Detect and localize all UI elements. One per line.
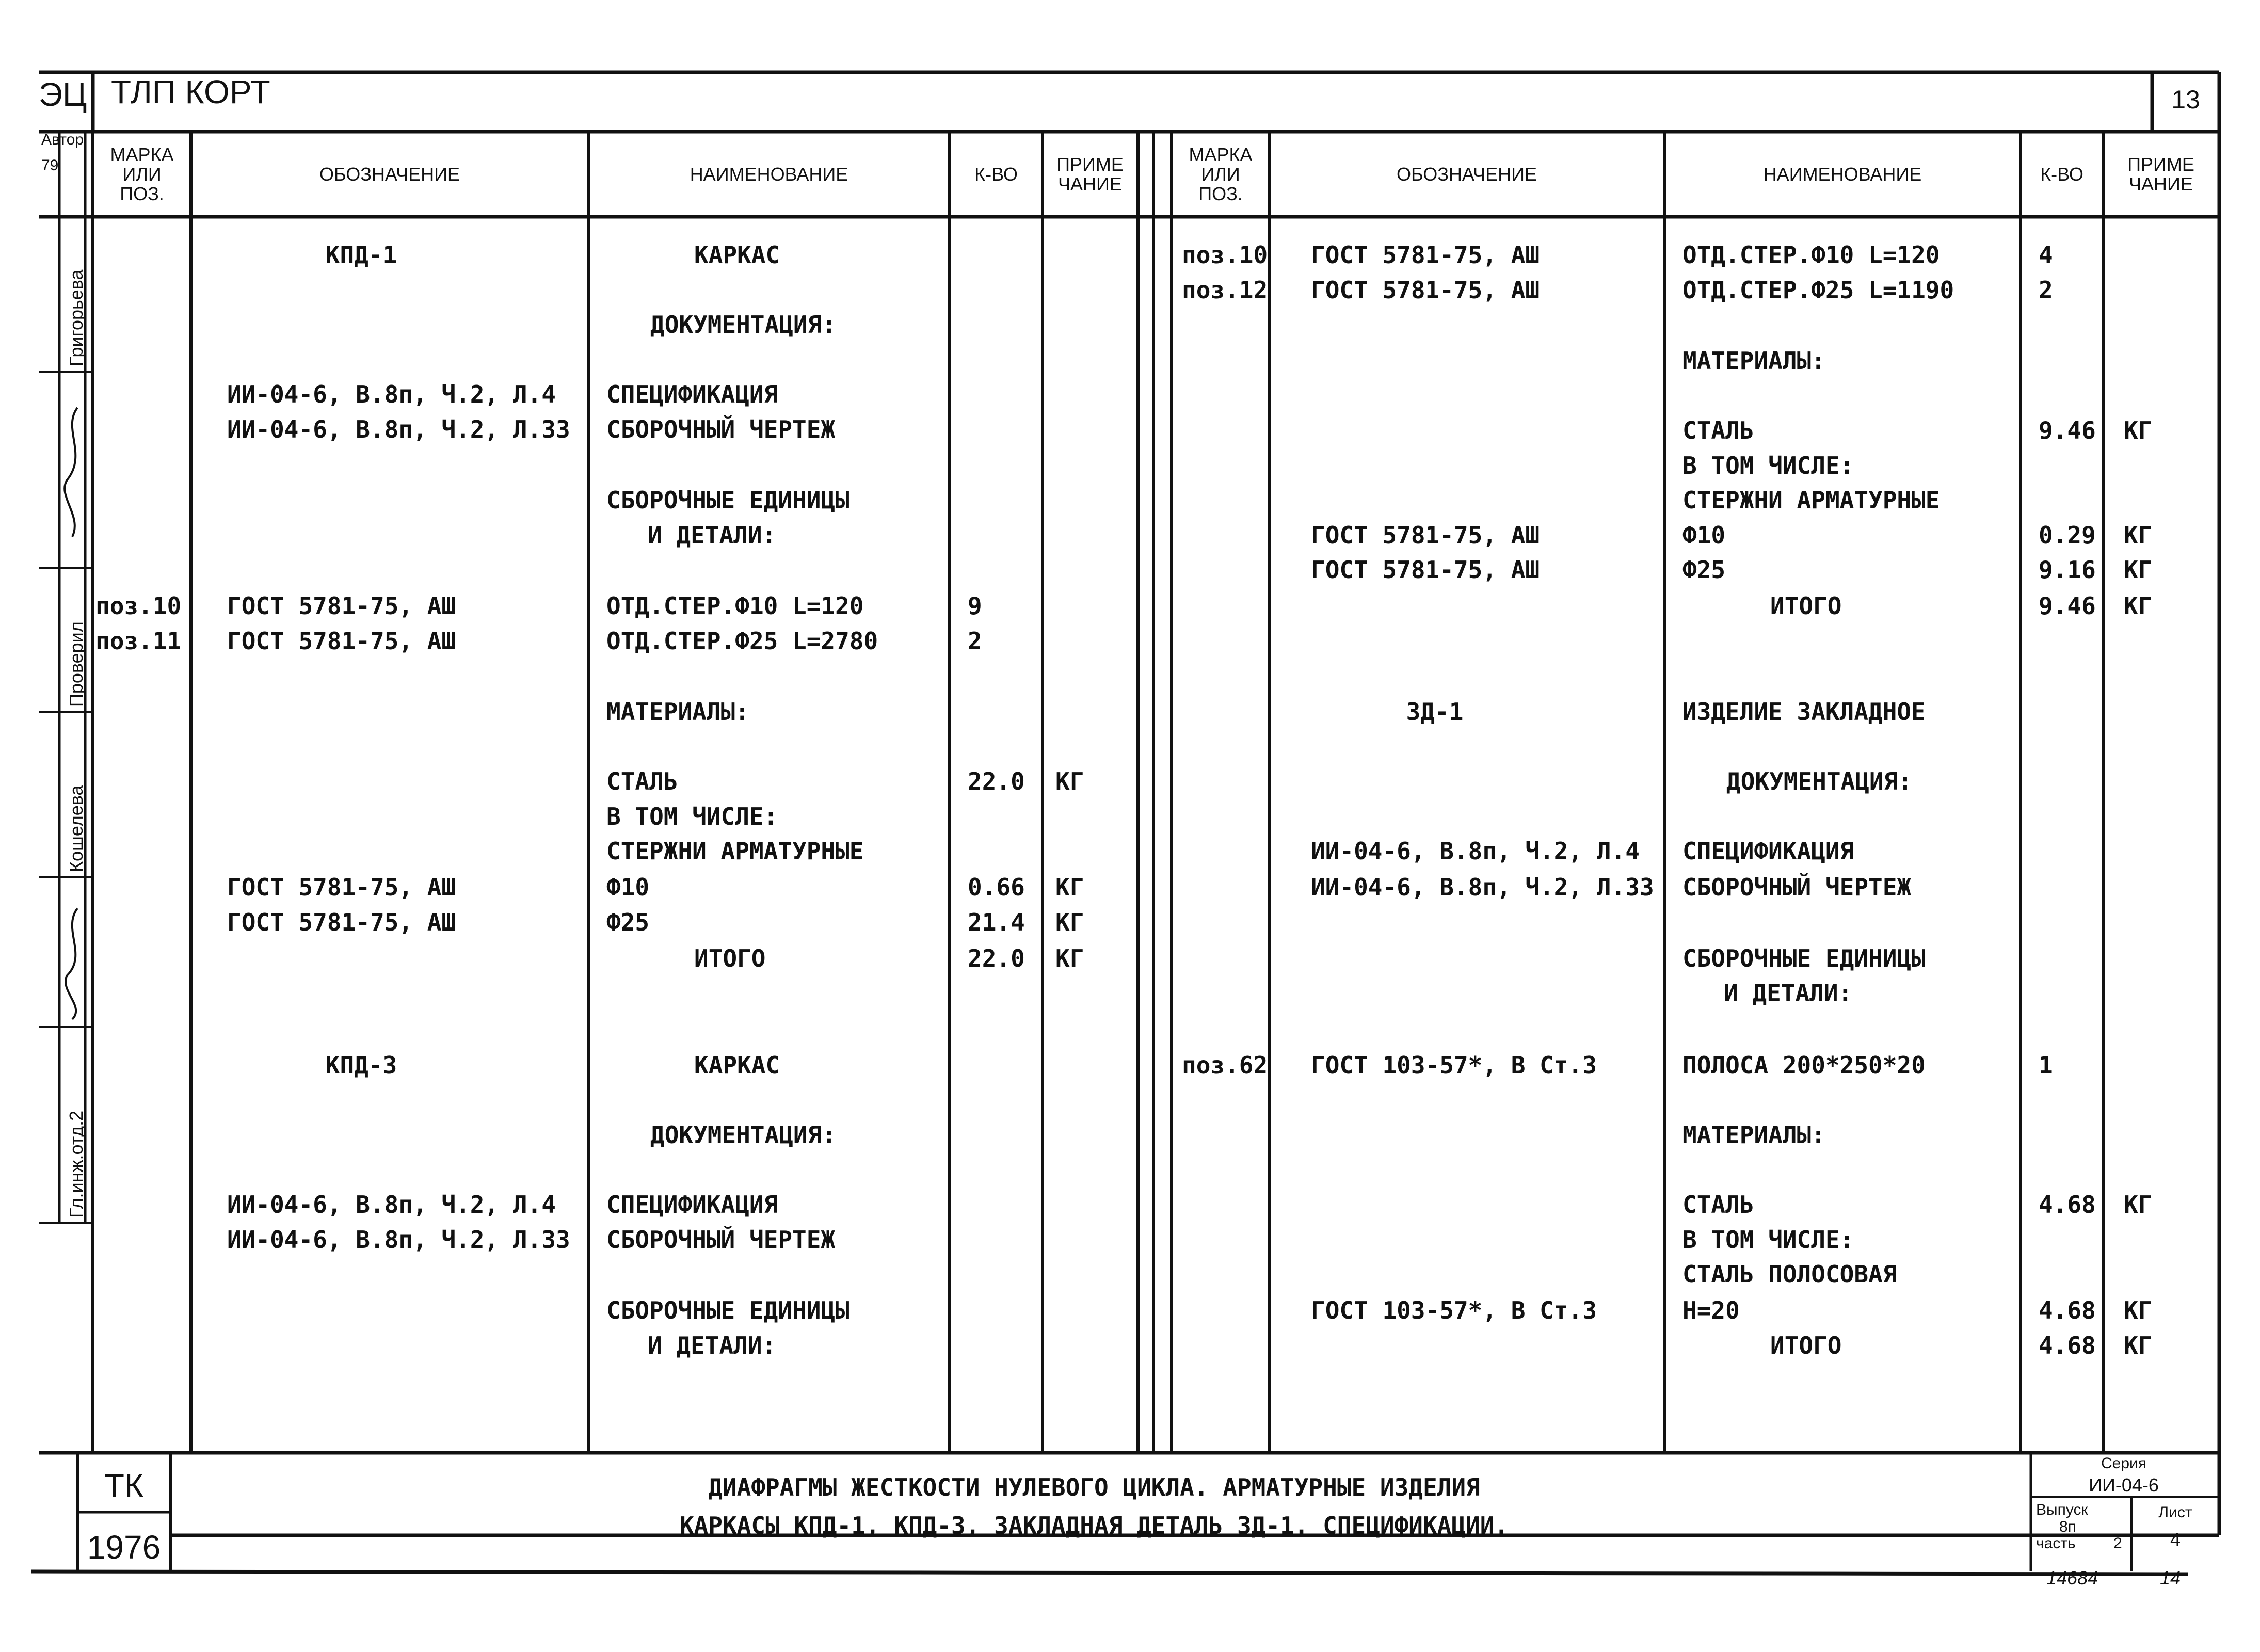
right-cell-name: СТАЛЬ <box>1682 416 1754 444</box>
left-cell-name: Ф10 <box>606 873 650 901</box>
right-table-row <box>1182 276 2053 304</box>
left-table-row <box>606 803 778 830</box>
left-table-row <box>606 837 864 865</box>
left-cell-name: СТАЛЬ <box>606 767 678 795</box>
issue-value: 8п <box>2059 1518 2076 1535</box>
left-cell-note: КГ <box>1055 944 1084 972</box>
left-table-row <box>606 698 749 726</box>
left-cell-designation: ГОСТ 5781-75, АШ <box>227 873 456 901</box>
left-cell-name: Ф25 <box>606 908 650 936</box>
left-cell-name: ОТД.СТЕР.Ф25 L=2780 <box>606 627 878 655</box>
right-header-name: НАИМЕНОВАНИЕ <box>1763 164 1922 185</box>
archive-number: 14684 <box>2046 1567 2098 1589</box>
left-cell-name: СПЕЦИФИКАЦИЯ <box>606 1191 778 1218</box>
left-table-row <box>694 944 1084 972</box>
page-mark: 14 <box>2160 1567 2181 1589</box>
left-cell-designation: ГОСТ 5781-75, АШ <box>227 592 456 620</box>
header-title: ТЛП КОРТ <box>111 73 270 110</box>
right-table-row <box>1311 521 2152 549</box>
right-table-row <box>1682 1191 2152 1218</box>
right-cell-name: СТЕРЖНИ АРМАТУРНЫЕ <box>1682 486 1940 514</box>
right-cell-qty: 1 <box>2039 1051 2053 1079</box>
left-cell-name: ОТД.СТЕР.Ф10 L=120 <box>606 592 864 620</box>
left-table-row <box>650 1121 836 1149</box>
left-cell-name: КАРКАС <box>694 1051 780 1079</box>
right-cell-name: СБОРОЧНЫЕ ЕДИНИЦЫ <box>1682 944 1926 972</box>
right-cell-qty: 0.29 <box>2039 521 2096 549</box>
left-cell-name: КАРКАС <box>694 241 780 269</box>
left-cell-mark: поз.10 <box>95 592 182 620</box>
right-cell-qty: 2 <box>2039 276 2053 304</box>
left-cell-name: МАТЕРИАЛЫ: <box>606 698 749 726</box>
signature-2 <box>66 908 77 1019</box>
right-cell-name: МАТЕРИАЛЫ: <box>1682 1121 1825 1149</box>
left-cell-designation: ИИ-04-6, В.8п, Ч.2, Л.33 <box>227 1226 570 1254</box>
left-table-row <box>95 592 982 620</box>
left-cell-name: И ДЕТАЛИ: <box>648 1332 777 1359</box>
right-cell-designation: ИИ-04-6, В.8п, Ч.2, Л.4 <box>1311 837 1640 865</box>
left-cell-designation: КПД-1 <box>325 241 397 269</box>
right-cell-name: МАТЕРИАЛЫ: <box>1682 347 1825 375</box>
left-table-row <box>606 486 849 514</box>
left-table-row <box>648 521 776 549</box>
left-table-row <box>227 1226 835 1254</box>
left-cell-note: КГ <box>1055 873 1084 901</box>
stamp-field-grigorieva: Григорьева <box>66 269 87 366</box>
stamp-field-kosheleva: Кошелева <box>66 785 87 872</box>
left-header-note: ПРИМЕ ЧАНИЕ <box>1056 154 1124 195</box>
left-table-row <box>648 1332 776 1359</box>
right-header-mark: МАРКА ИЛИ ПОЗ. <box>1189 144 1253 204</box>
stamp-field-checked: Проверил <box>66 621 87 707</box>
right-cell-name: ИЗДЕЛИЕ ЗАКЛАДНОЕ <box>1682 698 1926 726</box>
right-cell-designation: ГОСТ 103-57*, В Ст.3 <box>1311 1296 1597 1324</box>
right-header-note: ПРИМЕ ЧАНИЕ <box>2127 154 2194 195</box>
right-cell-designation: ГОСТ 5781-75, АШ <box>1311 276 1540 304</box>
part-value: 2 <box>2113 1535 2122 1552</box>
right-table-row <box>1311 556 2152 584</box>
left-cell-qty: 21.4 <box>968 908 1025 936</box>
right-table-row <box>1311 837 1854 865</box>
right-cell-qty: 9.16 <box>2039 556 2096 584</box>
right-table-row <box>1770 592 2152 620</box>
stamp-field-chief-engineer: Гл.инж.отд.2 <box>66 1110 87 1218</box>
side-stamp <box>39 131 93 1223</box>
left-cell-note: КГ <box>1055 767 1084 795</box>
table-body <box>95 241 2152 1359</box>
series-value: ИИ-04-6 <box>2089 1474 2159 1496</box>
right-cell-qty: 4.68 <box>2039 1191 2096 1218</box>
right-cell-name: ИТОГО <box>1770 1332 1842 1359</box>
right-cell-qty: 4.68 <box>2039 1296 2096 1324</box>
right-cell-designation: ИИ-04-6, В.8п, Ч.2, Л.33 <box>1311 873 1654 901</box>
left-cell-note: КГ <box>1055 908 1084 936</box>
right-cell-designation: ГОСТ 5781-75, АШ <box>1311 556 1540 584</box>
right-table-row <box>1682 347 1825 375</box>
right-table-row <box>1182 1051 2053 1079</box>
right-table-row <box>1682 1260 1897 1288</box>
right-cell-name: Ф10 <box>1682 521 1726 549</box>
right-table-row <box>1682 452 1854 479</box>
left-table-row <box>606 767 1084 795</box>
left-cell-qty: 22.0 <box>968 767 1025 795</box>
left-cell-name: СБОРОЧНЫЙ ЧЕРТЕЖ <box>606 415 836 443</box>
left-cell-name: СБОРОЧНЫЙ ЧЕРТЕЖ <box>606 1226 836 1254</box>
left-table-row <box>650 311 836 339</box>
left-cell-name: ИТОГО <box>694 944 766 972</box>
right-cell-note: КГ <box>2124 1332 2153 1359</box>
drawing-title-line-1: ДИАФРАГМЫ ЖЕСТКОСТИ НУЛЕВОГО ЦИКЛА. АРМАТУРНЫЕ ИЗДЕЛИЯ <box>708 1473 1480 1501</box>
left-cell-name: СБОРОЧНЫЕ ЕДИНИЦЫ <box>606 486 849 514</box>
page-number: 13 <box>2171 85 2200 114</box>
left-header-name: НАИМЕНОВАНИЕ <box>690 164 848 185</box>
right-cell-name: ДОКУМЕНТАЦИЯ: <box>1726 767 1913 795</box>
right-cell-name: И ДЕТАЛИ: <box>1724 979 1853 1007</box>
left-cell-name: СПЕЦИФИКАЦИЯ <box>606 380 778 408</box>
left-cell-designation: ГОСТ 5781-75, АШ <box>227 627 456 655</box>
left-table-row <box>227 873 1084 901</box>
right-cell-designation: ГОСТ 5781-75, АШ <box>1311 521 1540 549</box>
left-header-designation: ОБОЗНАЧЕНИЕ <box>319 164 460 185</box>
left-table-row <box>227 908 1084 936</box>
left-cell-designation: ИИ-04-6, В.8п, Ч.2, Л.4 <box>227 380 556 408</box>
right-cell-name: В ТОМ ЧИСЛЕ: <box>1682 1226 1854 1254</box>
left-table-row <box>95 627 982 655</box>
left-header-qty: К-ВО <box>974 164 1018 185</box>
title-block <box>77 1453 2219 1571</box>
left-cell-name: ДОКУМЕНТАЦИЯ: <box>650 311 837 339</box>
right-cell-mark: поз.10 <box>1182 241 1268 269</box>
left-cell-qty: 0.66 <box>968 873 1025 901</box>
right-cell-name: Н=20 <box>1682 1296 1740 1324</box>
right-cell-note: КГ <box>2124 556 2153 584</box>
right-cell-note: КГ <box>2124 521 2153 549</box>
left-header-mark: МАРКА ИЛИ ПОЗ. <box>110 144 174 204</box>
left-cell-designation: ИИ-04-6, В.8п, Ч.2, Л.4 <box>227 1191 556 1218</box>
right-cell-name: ОТД.СТЕР.Ф10 L=120 <box>1682 241 1940 269</box>
right-cell-mark: поз.12 <box>1182 276 1268 304</box>
left-table-row <box>227 1191 778 1218</box>
right-table-row <box>1770 1332 2152 1359</box>
right-cell-qty: 4.68 <box>2039 1332 2096 1359</box>
sheet-value: 4 <box>2170 1529 2181 1550</box>
right-cell-name: СТАЛЬ <box>1682 1191 1754 1218</box>
left-table-row <box>606 1296 849 1324</box>
left-table-row <box>326 241 780 269</box>
left-cell-qty: 22.0 <box>968 944 1025 972</box>
right-table-row <box>1682 1226 1854 1254</box>
right-cell-name: СБОРОЧНЫЙ ЧЕРТЕЖ <box>1682 873 1912 901</box>
right-cell-qty: 4 <box>2039 241 2053 269</box>
left-cell-name: ДОКУМЕНТАЦИЯ: <box>650 1121 837 1149</box>
right-table-row <box>1682 416 2152 444</box>
right-table-row <box>1182 241 2053 269</box>
right-cell-note: КГ <box>2124 592 2153 620</box>
right-cell-designation: ГОСТ 5781-75, АШ <box>1311 241 1540 269</box>
author-label: Автор <box>41 131 84 148</box>
issue-label: Выпуск <box>2036 1501 2088 1518</box>
left-table-row <box>227 415 835 443</box>
right-table-row <box>1724 979 1852 1007</box>
left-cell-name: СТЕРЖНИ АРМАТУРНЫЕ <box>606 837 864 865</box>
left-cell-designation: ГОСТ 5781-75, АШ <box>227 908 456 936</box>
right-cell-note: КГ <box>2124 1296 2153 1324</box>
right-table-row <box>1682 944 1926 972</box>
right-cell-note: КГ <box>2124 1191 2153 1218</box>
left-cell-qty: 2 <box>968 627 982 655</box>
right-cell-name: В ТОМ ЧИСЛЕ: <box>1682 452 1854 479</box>
author-code: 79 <box>41 157 59 174</box>
left-cell-designation: ИИ-04-6, В.8п, Ч.2, Л.33 <box>227 415 570 443</box>
part-label: часть <box>2036 1535 2076 1552</box>
right-table-row <box>1311 873 1911 901</box>
series-label: Серия <box>2101 1455 2147 1472</box>
right-cell-name: ОТД.СТЕР.Ф25 L=1190 <box>1682 276 1954 304</box>
left-cell-name: СБОРОЧНЫЕ ЕДИНИЦЫ <box>606 1296 849 1324</box>
right-table-row <box>1682 486 1940 514</box>
tk-mark: ТК <box>104 1467 144 1504</box>
right-table-row <box>1311 1296 2152 1324</box>
right-cell-note: КГ <box>2124 416 2153 444</box>
year: 1976 <box>87 1529 161 1566</box>
left-cell-qty: 9 <box>968 592 982 620</box>
left-cell-name: И ДЕТАЛИ: <box>648 521 777 549</box>
right-cell-name: Ф25 <box>1682 556 1726 584</box>
signature-1 <box>65 408 77 537</box>
right-cell-designation: ГОСТ 103-57*, В Ст.3 <box>1311 1051 1597 1079</box>
right-cell-designation: ЗД-1 <box>1406 698 1464 726</box>
sheet-label: Лист <box>2158 1504 2192 1521</box>
right-cell-name: СТАЛЬ ПОЛОСОВАЯ <box>1682 1260 1897 1288</box>
right-cell-qty: 9.46 <box>2039 416 2096 444</box>
left-table-row <box>326 1051 780 1079</box>
right-cell-name: ПОЛОСА 200*250*20 <box>1682 1051 1926 1079</box>
left-cell-designation: КПД-3 <box>325 1051 397 1079</box>
right-cell-name: СПЕЦИФИКАЦИЯ <box>1682 837 1854 865</box>
left-table-row <box>227 380 778 408</box>
drawing-title-line-2: КАРКАСЫ КПД-1, КПД-3, ЗАКЛАДНАЯ ДЕТАЛЬ ЗД-1. СПЕЦИФИКАЦИИ. <box>679 1512 1509 1539</box>
right-cell-qty: 9.46 <box>2039 592 2096 620</box>
left-cell-mark: поз.11 <box>95 627 182 655</box>
org-code: ЭЦ <box>39 76 87 113</box>
right-header-qty: К-ВО <box>2040 164 2083 185</box>
left-cell-name: В ТОМ ЧИСЛЕ: <box>606 803 778 830</box>
right-cell-mark: поз.62 <box>1182 1051 1268 1079</box>
right-cell-name: ИТОГО <box>1770 592 1842 620</box>
right-table-row <box>1682 1121 1825 1149</box>
right-table-row <box>1726 767 1912 795</box>
right-header-designation: ОБОЗНАЧЕНИЕ <box>1396 164 1537 185</box>
